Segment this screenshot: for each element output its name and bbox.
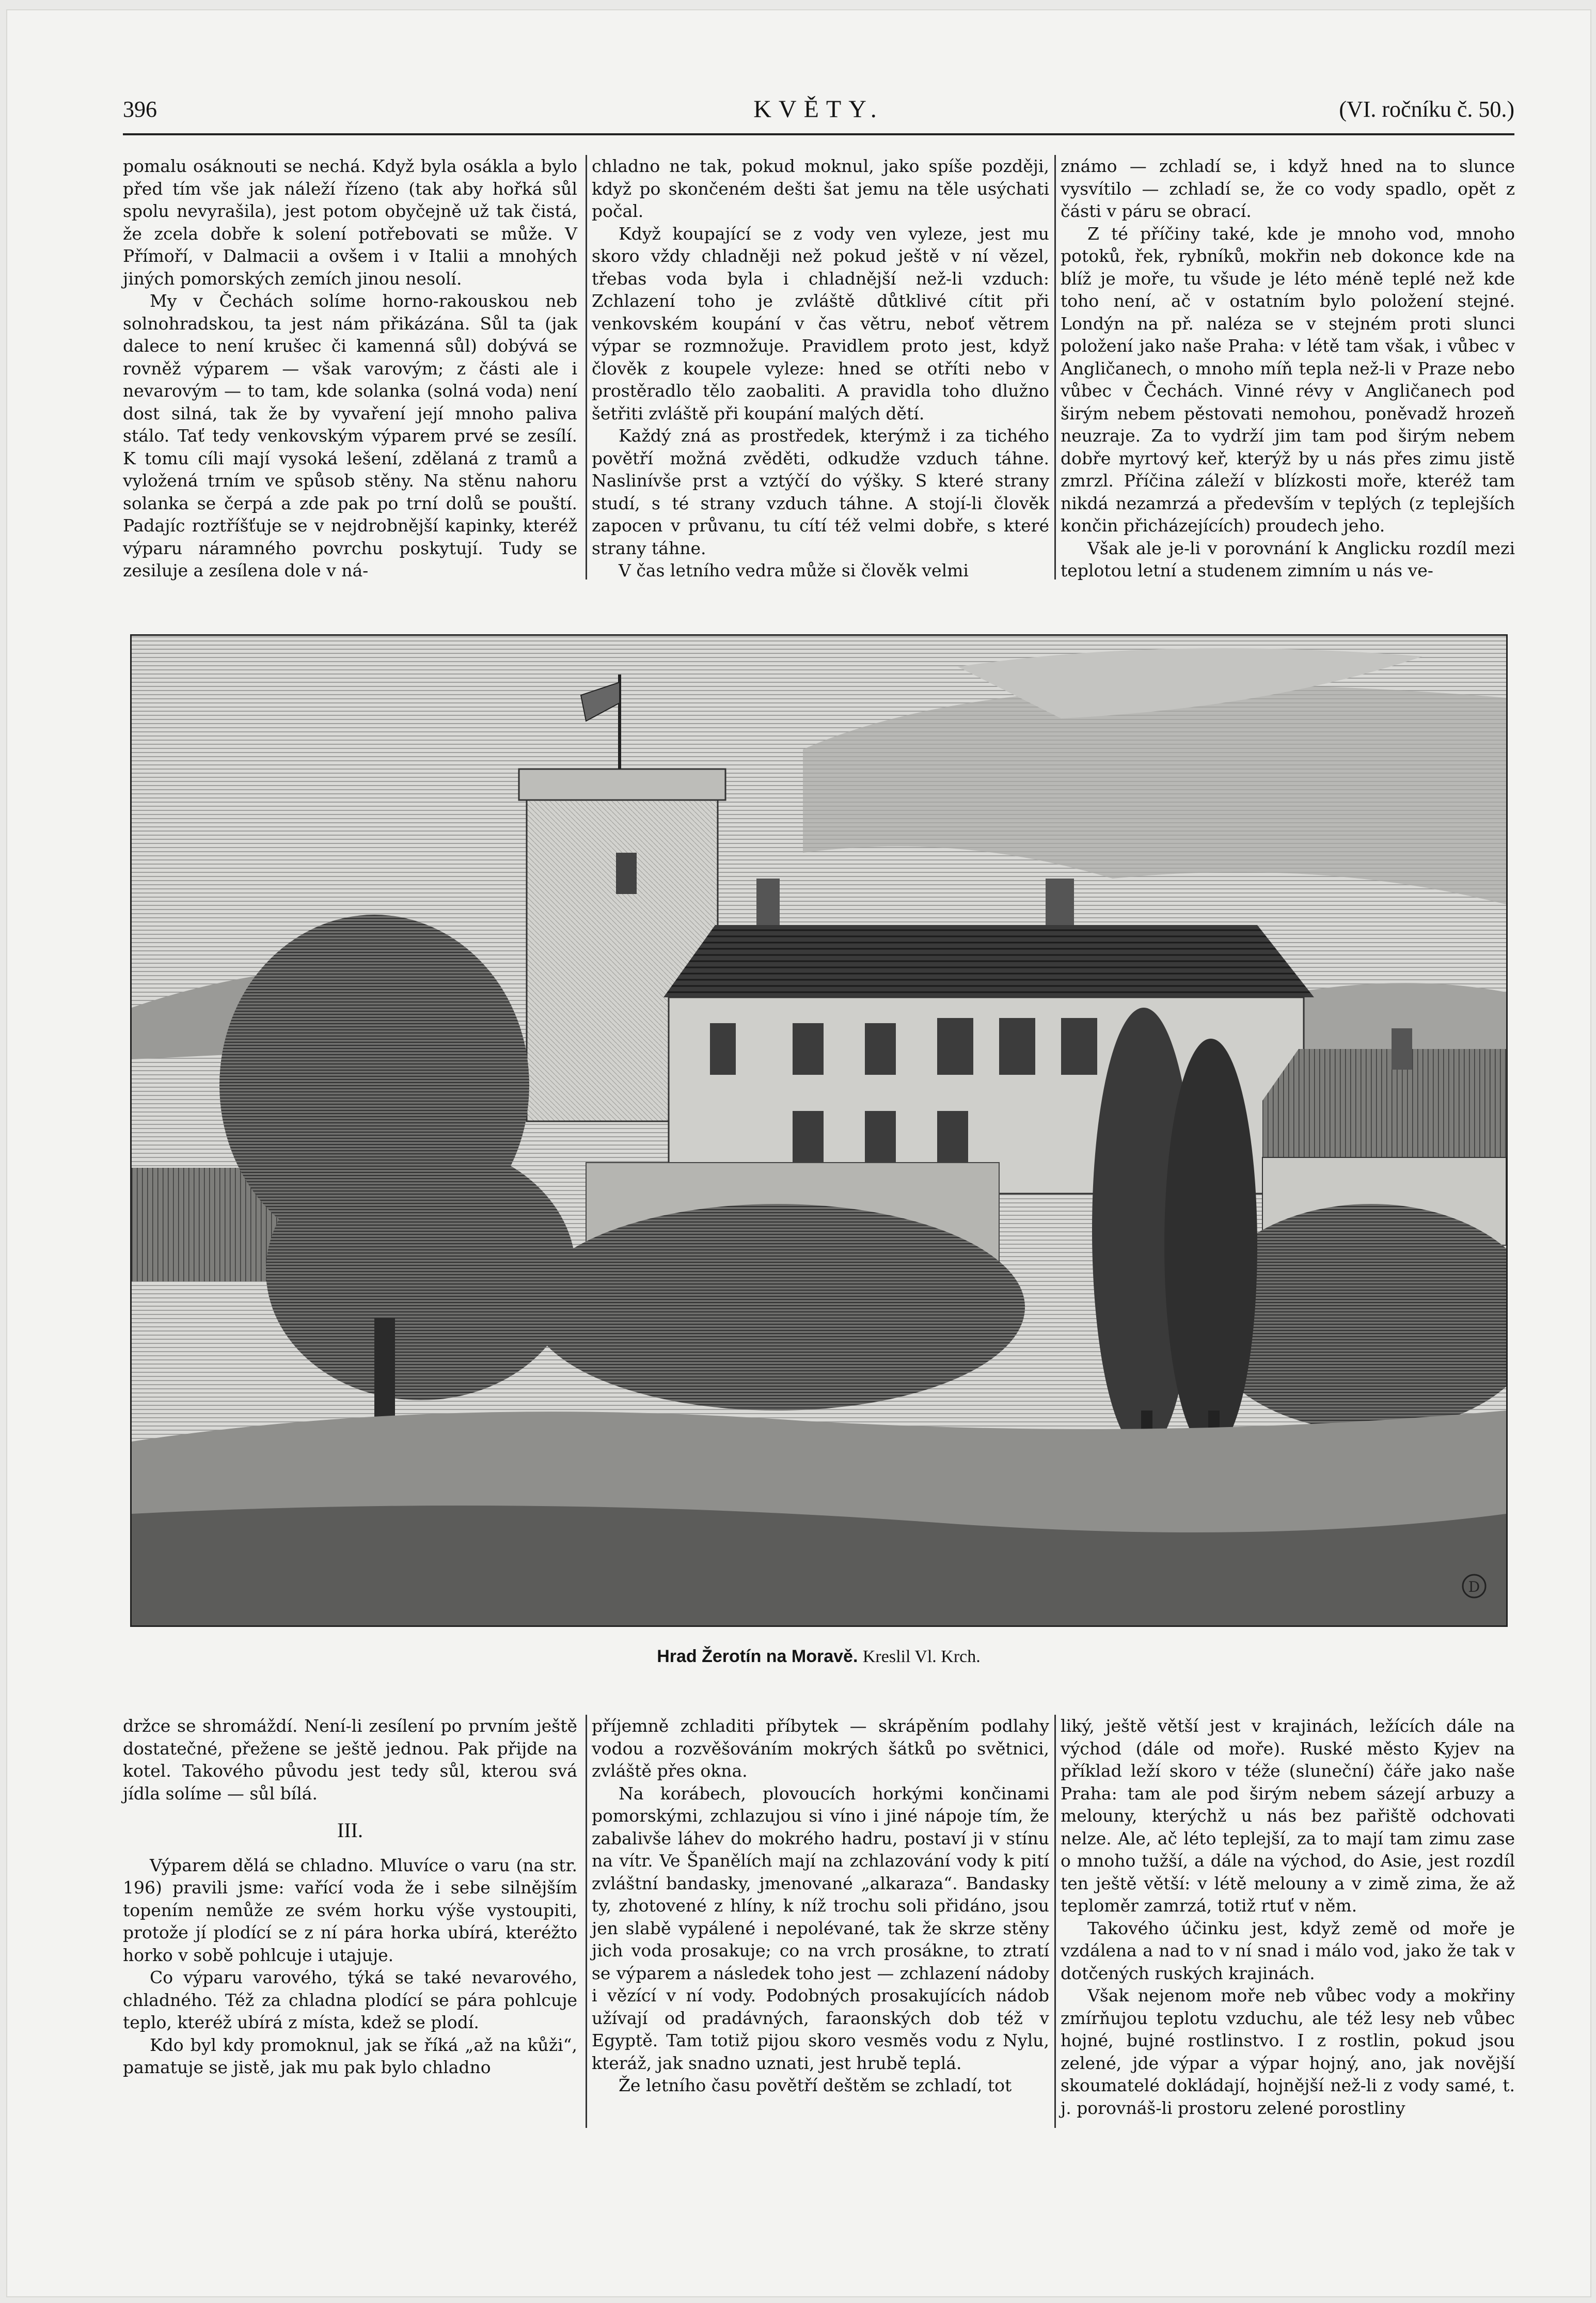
paragraph: Z té příčiny také, kde je mnoho vod, mnoho potoků, řek, rybníků, mokřin neb dokonce kde na blíž je moře, tu všude je léto méně teplé než kde toho není, ač v ostatním bylo položení stejné. Londýn na př. naléza se v stejném proti slunci položení jako naše Praha: v létě tam však, i vůbec v Angličanech, o mnoho míň tepla než-li v Praze nebo vůbec v Čechách. Vinné révy v Angličanech pod širým nebem pěstovati nemohou, poněvadž hrozeň neuzraje. Za to vydrží jim tam pod širým nebem dobře myrtový keř, kterýž by u nás přes zimu jistě zmrzl. Příčina záleží v blízkosti moře, kteréž tam nikdá nezamrzá a především v teplých (z teplejších končin přicházejících) proudech jeho. xyxy=(1061,223,1515,536)
column-divider xyxy=(586,155,587,579)
paragraph: Na korábech, plovoucích horkými končinami pomorskými, zchlazujou si víno i jiné nápoje tím, že zabalivše láhev do mokrého hadru, postaví ji v stínu na vítr. Ve Španělích mají na zchlazování vody k pití zvláštní bandasky, jmenované „alkaraza“. Bandasky ty, zhotovené z hlíny, k níž trochu soli přidáno, jsou jen slabě vypálené i nepolévané, tak že skrze stěny jich voda prosakuje; co na vrch prosákne, to ztratí se výparem a následek toho jest — zchlazení nádoby i vězící v ní vody. Podobných prosakujících nádob užívají od pradávných, faraonských dob též v Egyptě. Tam totiž pijou skoro vesměs vodu z Nylu, kteráž, jak snadno uznati, jest hrubě teplá. xyxy=(592,1783,1049,2073)
tower-window xyxy=(616,853,637,894)
castle-illustration xyxy=(132,636,1506,1625)
column-divider xyxy=(1054,1715,1056,2128)
section-heading: III. xyxy=(337,1819,363,1842)
paragraph: Však ale je-li v porovnání k Anglicku rozdíl mezi teplotou letní a studenem zimním u nás ve- xyxy=(1061,538,1515,581)
paragraph: chladno ne tak, pokud moknul, jako spíše později, když po skončeném dešti šat jemu na těle usýchati počal. xyxy=(592,156,1049,221)
paragraph: Co výparu varového, týká se také nevarového, chladného. Též za chladna plodící se pára pohlcuje teplo, kteréž ubírá z místa, kdež se plodí. xyxy=(123,1967,577,2032)
paragraph: liký, ještě větší jest v krajinách, ležících dále na východ (dále od moře). Ruské město Kyjev na příklad leží skoro v téže (sluneční) čáře jako naše Praha: tam ale pod širým nebem sázejí arbuzy a melouny, kterýchž u nás bez pařiště odchovati nelze. Ale, ač léto teplejší, za to mají tam zimu zase o mnoho tužší, a dále na východ, do Asie, jest rozdíl ten ještě větší: v létě melouny a v zimě zima, že až teploměr zamrzá, totiž rtuť v něm. xyxy=(1061,1716,1515,1916)
main-roof xyxy=(663,925,1314,997)
paragraph: V čas letního vedra může si člověk velmi xyxy=(619,560,969,581)
bottom-column-3 xyxy=(1061,1715,1515,2119)
tree-canopy xyxy=(266,1142,576,1400)
paragraph: My v Čechách solíme horno-rakouskou neb solnohradskou, ta jest nám přikázána. Sůl ta (jak dalece to není krušec či kamenná sůl) dobývá se rovněž výparem — však varovým; z části ale i nevarovým — to tam, kde solanka (solná voda) není dost silná, tak že by vyvaření její mnoho paliva stálo. Tať tedy venkovským výparem prvé se zesílí. K tomu cíli mají vysoká lešení, zdělaná z tramů a vyložená trním ve spůsob stěny. Na stěnu nahoru solanka se čerpá a zde pak po trní dolů se pouští. Padajíc roztříšťuje se v nejdrobnější kapinky, kteréž výparu náramného povrchu poskytují. Tudy se zesiluje a zesílena dole v ná- xyxy=(123,291,577,581)
bottom-column-1 xyxy=(123,1715,577,2079)
caption-title: Hrad Žerotín na Moravě. xyxy=(657,1647,858,1666)
header-rule xyxy=(123,133,1514,135)
paragraph: Však nejenom moře neb vůbec vody a mokřiny zmírňujou teplotu vzduchu, ale též lesy neb vůbec hojné, bujné rostlinstvo. I z rostlin, pokud jsou zelené, jde výpar a výpar hojný, ano, jak novější skoumatelé dokládají, hojnější než-li z vody samé, t. j. porovnáš-li prostoru zelené porostliny xyxy=(1061,1985,1515,2118)
paragraph: známo — zchladí se, i když hned na to slunce vysvítilo — zchladí se, že co vody spadlo, opět z části v páru se obrací. xyxy=(1061,156,1515,221)
figure-caption xyxy=(123,1647,1514,1667)
castle-engraving xyxy=(130,634,1508,1627)
paragraph: Když koupající se z vody ven vyleze, jest mu skoro vždy chladněji než pokud ještě v ní vězel, třebas voda byla i chladnější než-li vzduch: Zchlazení toho je zvláště důtklivé cítit při venkovském koupání v čas větru, neboť větrem výpar se rozmnožuje. Pravidlem proto jest, když člověk z koupele vyleze: hned se otříti nebo v prostěradlo tělo zaobaliti. A pravidla toho dlužno šetřiti zvláště při koupání malých dětí. xyxy=(592,223,1049,424)
paragraph: Každý zná as prostředek, kterýmž i za tichého povětří možná zvěděti, odkudže vzduch táhne. Naslinívše prst a vztýčí do výšky. S které strany studí, s té strany vzduch táhne. A stojí-li člověk zapocen v průvanu, tu cítí též velmi dobře, s které strany táhne. xyxy=(592,426,1049,558)
side-house-roof xyxy=(1262,1049,1506,1157)
paragraph: držce se shromáždí. Není-li zesílení po prvním ještě dostatečné, přežene se ještě jednou. Pak přijde na kotel. Takového původu jest tedy sůl, kterou svá jídla solíme — sůl bílá. xyxy=(123,1716,577,1804)
column-divider xyxy=(1054,155,1056,579)
chimney xyxy=(1392,1028,1412,1070)
chimney xyxy=(756,879,780,925)
page-header xyxy=(123,89,1514,130)
top-column-2 xyxy=(592,155,1049,582)
bottom-column-2 xyxy=(592,1715,1049,2097)
column-divider xyxy=(586,1715,587,2128)
paragraph: Kdo byl kdy promoknul, jak se říká „až na kůži“, pamatuje se jistě, jak mu pak bylo chladno xyxy=(123,2034,577,2077)
bushes xyxy=(529,1204,1025,1411)
chimney xyxy=(1046,879,1074,925)
page-number: 396 xyxy=(123,97,157,122)
poplar-tree xyxy=(1164,1039,1257,1452)
caption-author: Kreslil Vl. Krch. xyxy=(862,1647,981,1666)
volume-issue: (VI. ročníku č. 50.) xyxy=(1339,97,1514,122)
paragraph: Že letního času povětří deštěm se zchladí, tot xyxy=(619,2075,1012,2095)
paragraph: Výparem dělá se chladno. Mluvíce o varu (na str. 196) pravili jsme: vařící voda že i sebe silnějším topením nemůže ze svém horku výše vystoupiti, protože jí plodící se z ní pára horka ubírá, kteréžto horko v sobě pohlcuje i utajuje. xyxy=(123,1855,577,1965)
masthead-title: KVĚTY. xyxy=(753,96,884,123)
paragraph: pomalu osáknouti se nechá. Když byla osákla a bylo před tím vše jak náleží řízeno (tak aby hořká sůl spolu nevyrašila), jest potom obyčejně už tak čistá, že zcela dobře k solení potřebovati se může. V Přímoří, v Dalmacii a ovšem i v Italii a mnohých jiných pomorských zemích jinou nesolí. xyxy=(123,156,577,289)
monogram-text: D xyxy=(1468,1578,1480,1595)
paragraph: Takového účinku jest, když země od moře je vzdálena a nad to v ní snad i málo vod, jako že tak v dotčených ruských krajinách. xyxy=(1061,1918,1515,1983)
tower-battlement xyxy=(519,769,725,800)
paragraph: příjemně zchladiti příbytek — skrápěním podlahy vodou a rozvěšováním mokrých šátků po světnici, zvláště přes okna. xyxy=(592,1716,1049,1781)
top-column-1 xyxy=(123,155,577,582)
top-column-3 xyxy=(1061,155,1515,582)
